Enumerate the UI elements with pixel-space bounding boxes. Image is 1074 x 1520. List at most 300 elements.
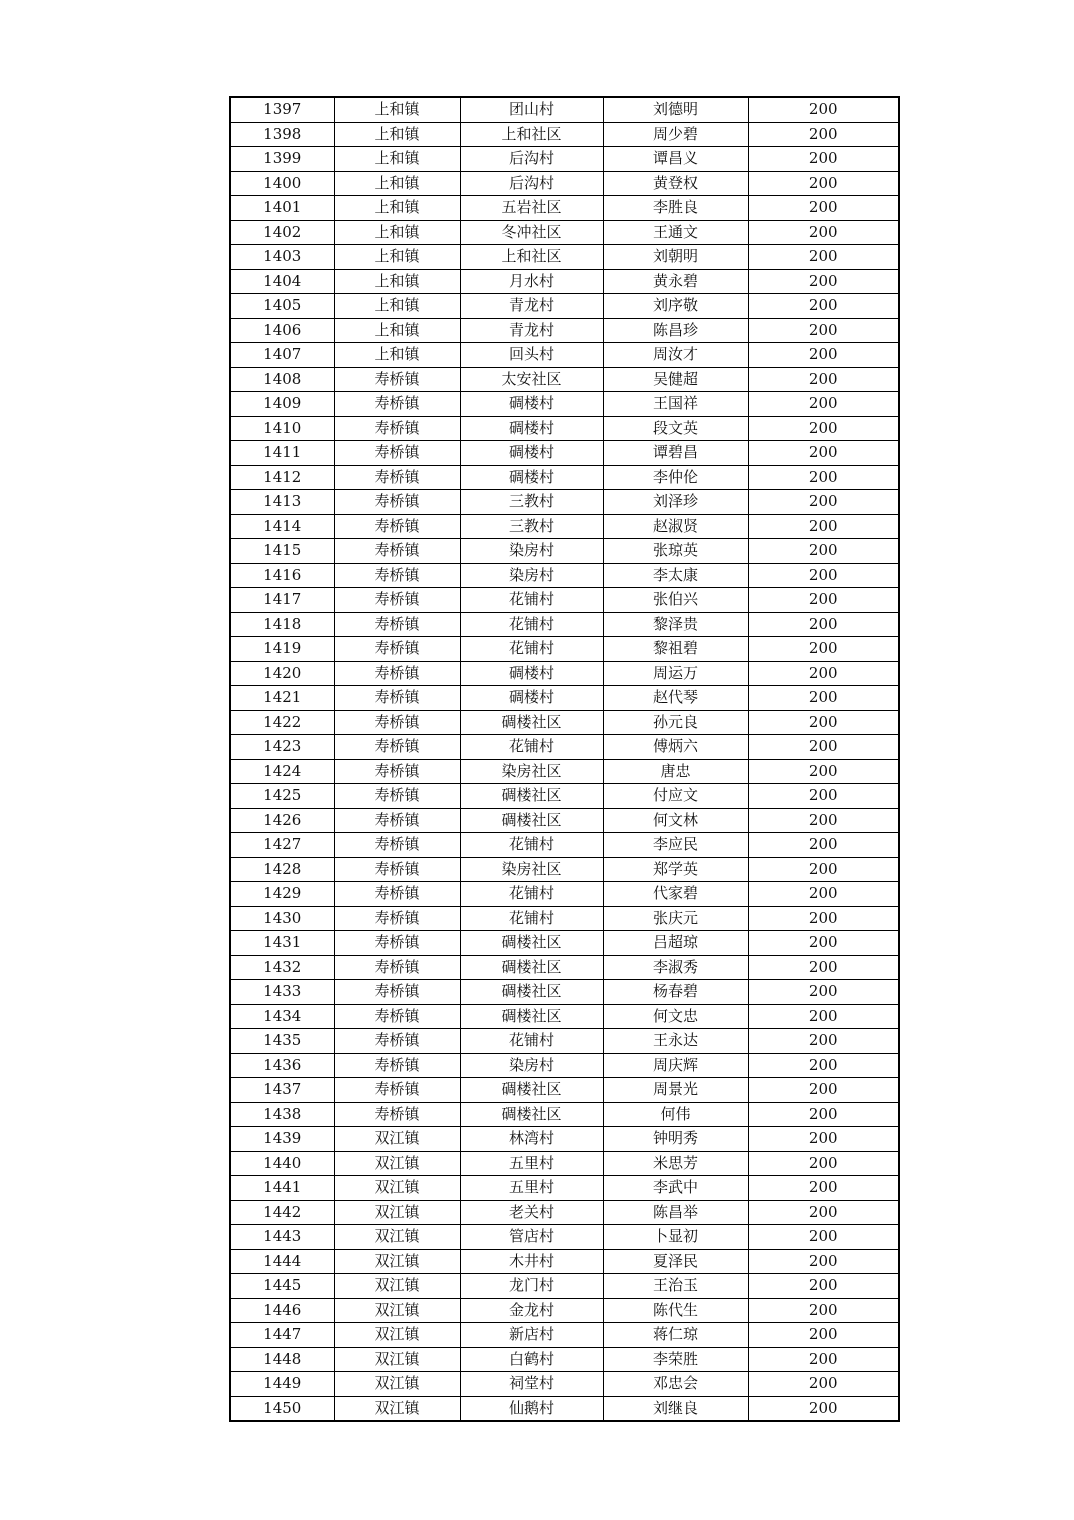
name-cell: 段文英 [603,416,748,441]
serial-number-cell: 1427 [230,833,334,858]
town-cell: 寿桥镇 [334,686,460,711]
amount-cell: 200 [748,269,899,294]
name-cell: 周少碧 [603,122,748,147]
table-row [230,1372,899,1397]
table-row [230,392,899,417]
town-cell: 寿桥镇 [334,906,460,931]
table-row [230,1102,899,1127]
amount-cell: 200 [748,1372,899,1397]
serial-number-cell: 1422 [230,710,334,735]
village-cell: 花铺村 [460,735,603,760]
serial-number-cell: 1421 [230,686,334,711]
village-cell: 碉楼社区 [460,955,603,980]
name-cell: 周运万 [603,661,748,686]
serial-number-cell: 1431 [230,931,334,956]
amount-cell: 200 [748,735,899,760]
name-cell: 王国祥 [603,392,748,417]
serial-number-cell: 1420 [230,661,334,686]
amount-cell: 200 [748,1249,899,1274]
village-cell: 碉楼社区 [460,980,603,1005]
serial-number-cell: 1433 [230,980,334,1005]
amount-cell: 200 [748,1176,899,1201]
serial-number-cell: 1435 [230,1029,334,1054]
table-row [230,97,899,122]
table-body [230,97,899,1421]
village-cell: 碉楼村 [460,686,603,711]
name-cell: 孙元良 [603,710,748,735]
name-cell: 刘继良 [603,1396,748,1421]
amount-cell: 200 [748,122,899,147]
amount-cell: 200 [748,514,899,539]
town-cell: 上和镇 [334,220,460,245]
town-cell: 上和镇 [334,147,460,172]
village-cell: 五里村 [460,1151,603,1176]
town-cell: 双江镇 [334,1225,460,1250]
village-cell: 五里村 [460,1176,603,1201]
serial-number-cell: 1403 [230,245,334,270]
serial-number-cell: 1447 [230,1323,334,1348]
serial-number-cell: 1445 [230,1274,334,1299]
town-cell: 寿桥镇 [334,808,460,833]
village-cell: 碉楼村 [460,416,603,441]
name-cell: 米思芳 [603,1151,748,1176]
serial-number-cell: 1406 [230,318,334,343]
table-row [230,661,899,686]
name-cell: 刘朝明 [603,245,748,270]
table-row [230,906,899,931]
amount-cell: 200 [748,857,899,882]
amount-cell: 200 [748,784,899,809]
table-row [230,122,899,147]
table-row [230,490,899,515]
village-cell: 花铺村 [460,588,603,613]
town-cell: 上和镇 [334,343,460,368]
village-cell: 碉楼村 [460,465,603,490]
amount-cell: 200 [748,294,899,319]
table-row [230,294,899,319]
table-row [230,171,899,196]
amount-cell: 200 [748,539,899,564]
serial-number-cell: 1439 [230,1127,334,1152]
village-cell: 林湾村 [460,1127,603,1152]
village-cell: 花铺村 [460,637,603,662]
table-row [230,1323,899,1348]
table-row [230,1078,899,1103]
table-row [230,245,899,270]
table-row [230,1127,899,1152]
name-cell: 王通文 [603,220,748,245]
amount-cell: 200 [748,661,899,686]
serial-number-cell: 1412 [230,465,334,490]
town-cell: 双江镇 [334,1323,460,1348]
village-cell: 碉楼社区 [460,1102,603,1127]
name-cell: 张伯兴 [603,588,748,613]
name-cell: 唐忠 [603,759,748,784]
town-cell: 双江镇 [334,1249,460,1274]
village-cell: 回头村 [460,343,603,368]
table-row [230,269,899,294]
village-cell: 碉楼社区 [460,808,603,833]
amount-cell: 200 [748,588,899,613]
serial-number-cell: 1428 [230,857,334,882]
town-cell: 双江镇 [334,1298,460,1323]
village-cell: 冬冲社区 [460,220,603,245]
town-cell: 寿桥镇 [334,1102,460,1127]
serial-number-cell: 1437 [230,1078,334,1103]
amount-cell: 200 [748,808,899,833]
amount-cell: 200 [748,906,899,931]
town-cell: 上和镇 [334,318,460,343]
serial-number-cell: 1446 [230,1298,334,1323]
amount-cell: 200 [748,1396,899,1421]
town-cell: 寿桥镇 [334,1078,460,1103]
amount-cell: 200 [748,1004,899,1029]
amount-cell: 200 [748,1102,899,1127]
table-row [230,1396,899,1421]
serial-number-cell: 1429 [230,882,334,907]
amount-cell: 200 [748,1029,899,1054]
town-cell: 寿桥镇 [334,441,460,466]
village-cell: 太安社区 [460,367,603,392]
village-cell: 五岩社区 [460,196,603,221]
serial-number-cell: 1414 [230,514,334,539]
town-cell: 寿桥镇 [334,857,460,882]
name-cell: 周景光 [603,1078,748,1103]
name-cell: 李应民 [603,833,748,858]
serial-number-cell: 1444 [230,1249,334,1274]
table-row [230,955,899,980]
amount-cell: 200 [748,1127,899,1152]
village-cell: 碉楼社区 [460,1004,603,1029]
amount-cell: 200 [748,686,899,711]
village-cell: 后沟村 [460,171,603,196]
serial-number-cell: 1418 [230,612,334,637]
town-cell: 寿桥镇 [334,833,460,858]
table-row [230,1029,899,1054]
amount-cell: 200 [748,833,899,858]
name-cell: 郑学英 [603,857,748,882]
village-cell: 染房村 [460,563,603,588]
table-row [230,1053,899,1078]
town-cell: 寿桥镇 [334,539,460,564]
village-cell: 碉楼村 [460,441,603,466]
serial-number-cell: 1443 [230,1225,334,1250]
name-cell: 卜显初 [603,1225,748,1250]
table-row [230,980,899,1005]
name-cell: 陈代生 [603,1298,748,1323]
serial-number-cell: 1442 [230,1200,334,1225]
village-cell: 龙门村 [460,1274,603,1299]
amount-cell: 200 [748,196,899,221]
village-cell: 花铺村 [460,612,603,637]
table-row [230,588,899,613]
amount-cell: 200 [748,318,899,343]
serial-number-cell: 1416 [230,563,334,588]
village-cell: 碉楼村 [460,661,603,686]
town-cell: 寿桥镇 [334,710,460,735]
name-cell: 李胜良 [603,196,748,221]
serial-number-cell: 1432 [230,955,334,980]
village-cell: 染房村 [460,539,603,564]
name-cell: 赵代琴 [603,686,748,711]
serial-number-cell: 1405 [230,294,334,319]
table-row [230,710,899,735]
table-row [230,220,899,245]
serial-number-cell: 1441 [230,1176,334,1201]
village-cell: 后沟村 [460,147,603,172]
table-row [230,343,899,368]
town-cell: 寿桥镇 [334,612,460,637]
name-cell: 钟明秀 [603,1127,748,1152]
table-row [230,882,899,907]
town-cell: 双江镇 [334,1176,460,1201]
amount-cell: 200 [748,1151,899,1176]
name-cell: 赵淑贤 [603,514,748,539]
amount-cell: 200 [748,710,899,735]
amount-cell: 200 [748,955,899,980]
serial-number-cell: 1426 [230,808,334,833]
table-row [230,1151,899,1176]
table-row [230,416,899,441]
town-cell: 上和镇 [334,245,460,270]
serial-number-cell: 1438 [230,1102,334,1127]
amount-cell: 200 [748,220,899,245]
table-row [230,539,899,564]
village-cell: 染房村 [460,1053,603,1078]
village-cell: 仙鹅村 [460,1396,603,1421]
amount-cell: 200 [748,1298,899,1323]
town-cell: 寿桥镇 [334,465,460,490]
table-row [230,808,899,833]
table-row [230,318,899,343]
amount-cell: 200 [748,416,899,441]
town-cell: 寿桥镇 [334,563,460,588]
amount-cell: 200 [748,980,899,1005]
table-row [230,465,899,490]
village-cell: 碉楼社区 [460,784,603,809]
name-cell: 李武中 [603,1176,748,1201]
amount-cell: 200 [748,1347,899,1372]
amount-cell: 200 [748,97,899,122]
name-cell: 谭碧昌 [603,441,748,466]
town-cell: 寿桥镇 [334,1053,460,1078]
town-cell: 寿桥镇 [334,980,460,1005]
amount-cell: 200 [748,490,899,515]
amount-cell: 200 [748,1323,899,1348]
serial-number-cell: 1408 [230,367,334,392]
serial-number-cell: 1404 [230,269,334,294]
village-cell: 新店村 [460,1323,603,1348]
name-cell: 刘泽珍 [603,490,748,515]
village-cell: 花铺村 [460,906,603,931]
table-row [230,686,899,711]
village-cell: 祠堂村 [460,1372,603,1397]
town-cell: 寿桥镇 [334,931,460,956]
table-row [230,1347,899,1372]
amount-cell: 200 [748,1078,899,1103]
table-row [230,1225,899,1250]
town-cell: 寿桥镇 [334,784,460,809]
village-cell: 花铺村 [460,1029,603,1054]
table-row [230,784,899,809]
table-row [230,1200,899,1225]
town-cell: 寿桥镇 [334,416,460,441]
town-cell: 寿桥镇 [334,367,460,392]
town-cell: 上和镇 [334,294,460,319]
name-cell: 吕超琼 [603,931,748,956]
table-row [230,931,899,956]
serial-number-cell: 1410 [230,416,334,441]
town-cell: 双江镇 [334,1347,460,1372]
amount-cell: 200 [748,759,899,784]
amount-cell: 200 [748,367,899,392]
town-cell: 寿桥镇 [334,514,460,539]
table-row [230,857,899,882]
village-cell: 管店村 [460,1225,603,1250]
serial-number-cell: 1434 [230,1004,334,1029]
serial-number-cell: 1407 [230,343,334,368]
village-cell: 白鹤村 [460,1347,603,1372]
serial-number-cell: 1398 [230,122,334,147]
town-cell: 上和镇 [334,97,460,122]
town-cell: 双江镇 [334,1200,460,1225]
serial-number-cell: 1450 [230,1396,334,1421]
name-cell: 夏泽民 [603,1249,748,1274]
data-table [229,96,900,1422]
town-cell: 寿桥镇 [334,882,460,907]
table-row [230,196,899,221]
serial-number-cell: 1401 [230,196,334,221]
name-cell: 王永达 [603,1029,748,1054]
serial-number-cell: 1448 [230,1347,334,1372]
amount-cell: 200 [748,392,899,417]
table-row [230,637,899,662]
amount-cell: 200 [748,1225,899,1250]
town-cell: 寿桥镇 [334,759,460,784]
name-cell: 邓忠会 [603,1372,748,1397]
amount-cell: 200 [748,1200,899,1225]
table-row [230,833,899,858]
name-cell: 吴健超 [603,367,748,392]
serial-number-cell: 1400 [230,171,334,196]
table-row [230,367,899,392]
village-cell: 碉楼社区 [460,1078,603,1103]
town-cell: 寿桥镇 [334,392,460,417]
serial-number-cell: 1397 [230,97,334,122]
town-cell: 寿桥镇 [334,735,460,760]
village-cell: 上和社区 [460,122,603,147]
village-cell: 木井村 [460,1249,603,1274]
name-cell: 谭昌义 [603,147,748,172]
name-cell: 黄永碧 [603,269,748,294]
town-cell: 双江镇 [334,1396,460,1421]
amount-cell: 200 [748,1053,899,1078]
amount-cell: 200 [748,612,899,637]
serial-number-cell: 1413 [230,490,334,515]
amount-cell: 200 [748,931,899,956]
town-cell: 寿桥镇 [334,490,460,515]
town-cell: 上和镇 [334,196,460,221]
name-cell: 周汝才 [603,343,748,368]
town-cell: 双江镇 [334,1151,460,1176]
table-row [230,1274,899,1299]
serial-number-cell: 1402 [230,220,334,245]
serial-number-cell: 1415 [230,539,334,564]
town-cell: 双江镇 [334,1127,460,1152]
village-cell: 月水村 [460,269,603,294]
amount-cell: 200 [748,637,899,662]
village-cell: 团山村 [460,97,603,122]
name-cell: 刘序敬 [603,294,748,319]
serial-number-cell: 1436 [230,1053,334,1078]
village-cell: 染房社区 [460,857,603,882]
serial-number-cell: 1417 [230,588,334,613]
town-cell: 寿桥镇 [334,1029,460,1054]
table-row [230,735,899,760]
name-cell: 杨春碧 [603,980,748,1005]
name-cell: 黄登权 [603,171,748,196]
village-cell: 染房社区 [460,759,603,784]
table-row [230,147,899,172]
town-cell: 寿桥镇 [334,661,460,686]
name-cell: 黎祖碧 [603,637,748,662]
amount-cell: 200 [748,343,899,368]
town-cell: 寿桥镇 [334,588,460,613]
table-row [230,1298,899,1323]
table-row [230,563,899,588]
village-cell: 三教村 [460,490,603,515]
serial-number-cell: 1449 [230,1372,334,1397]
table-row [230,441,899,466]
name-cell: 刘德明 [603,97,748,122]
amount-cell: 200 [748,1274,899,1299]
town-cell: 双江镇 [334,1274,460,1299]
serial-number-cell: 1419 [230,637,334,662]
amount-cell: 200 [748,245,899,270]
serial-number-cell: 1440 [230,1151,334,1176]
amount-cell: 200 [748,465,899,490]
name-cell: 何文林 [603,808,748,833]
name-cell: 陈昌举 [603,1200,748,1225]
town-cell: 寿桥镇 [334,637,460,662]
village-cell: 花铺村 [460,882,603,907]
table-row [230,1004,899,1029]
town-cell: 上和镇 [334,269,460,294]
amount-cell: 200 [748,563,899,588]
serial-number-cell: 1411 [230,441,334,466]
table-row [230,1249,899,1274]
village-cell: 三教村 [460,514,603,539]
serial-number-cell: 1423 [230,735,334,760]
name-cell: 蒋仁琼 [603,1323,748,1348]
name-cell: 李仲伦 [603,465,748,490]
village-cell: 上和社区 [460,245,603,270]
village-cell: 青龙村 [460,294,603,319]
village-cell: 金龙村 [460,1298,603,1323]
table-row [230,514,899,539]
name-cell: 黎泽贵 [603,612,748,637]
amount-cell: 200 [748,147,899,172]
name-cell: 陈昌珍 [603,318,748,343]
amount-cell: 200 [748,171,899,196]
name-cell: 何伟 [603,1102,748,1127]
village-cell: 碉楼社区 [460,931,603,956]
name-cell: 张庆元 [603,906,748,931]
name-cell: 李荣胜 [603,1347,748,1372]
serial-number-cell: 1399 [230,147,334,172]
name-cell: 王治玉 [603,1274,748,1299]
serial-number-cell: 1430 [230,906,334,931]
